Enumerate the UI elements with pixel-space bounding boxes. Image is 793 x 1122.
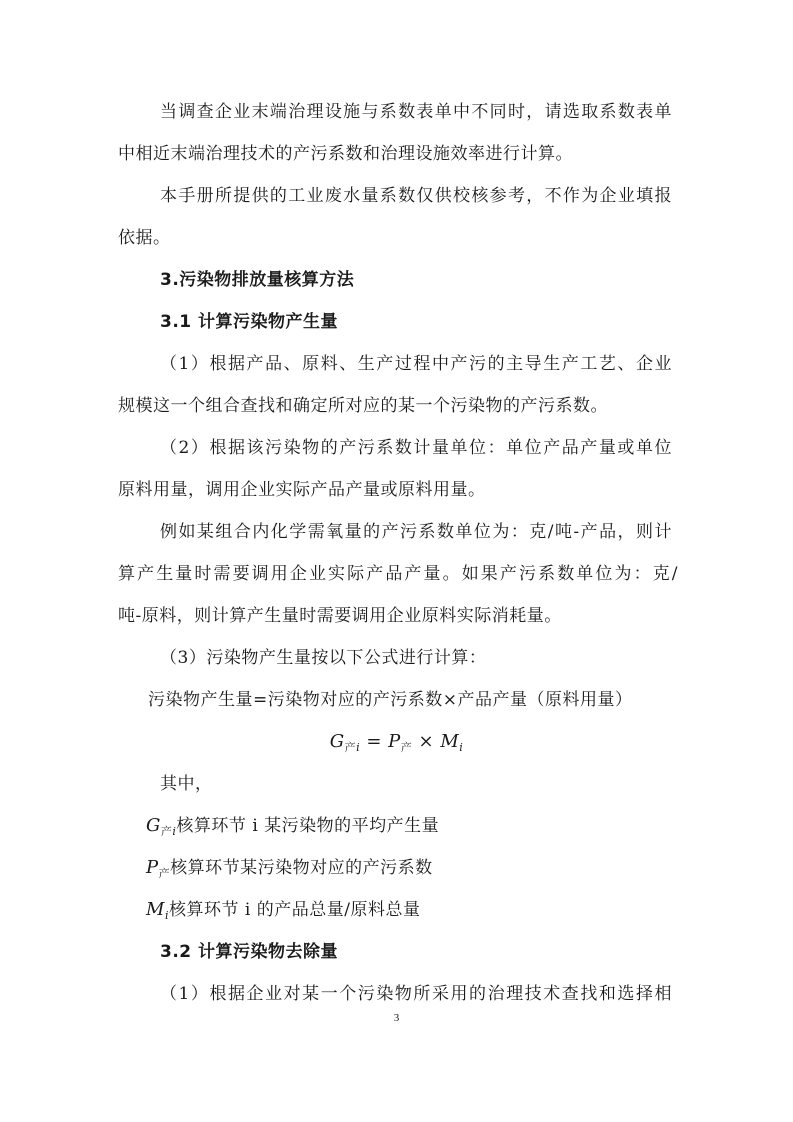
formula-m-subscript: i xyxy=(459,741,464,754)
def-m-text: 核算环节 i 的产品总量/原料总量 xyxy=(168,900,421,920)
def-p-symbol: P xyxy=(146,857,159,878)
formula-equation xyxy=(0,730,793,760)
def-g-text: 核算环节 i 某污染物的平均产生量 xyxy=(176,816,440,836)
example-line-1: 例如某组合内化学需氧量的产污系数单位为：克/吨-产品，则计 xyxy=(160,522,672,542)
formula-equals: = xyxy=(360,731,389,752)
def-g-symbol: G xyxy=(146,815,161,836)
def-m-subscript: i xyxy=(164,909,169,922)
paragraph-1-line-2: 中相近末端治理技术的产污系数和治理设施效率进行计算。 xyxy=(118,144,573,164)
section-heading-3-1: 3.1 计算污染物产生量 xyxy=(160,312,339,332)
paragraph-2-line-2: 依据。 xyxy=(118,228,171,248)
def-g-subscript: 产i xyxy=(160,825,177,838)
step-1-line-2: 规模这一个组合查找和确定所对应的某一个污染物的产污系数。 xyxy=(118,396,608,416)
step-1-line-1: （1）根据产品、原料、生产过程中产污的主导生产工艺、企业 xyxy=(160,354,672,374)
definition-g xyxy=(146,814,706,844)
example-line-2: 算产生量时需要调用企业实际产品产量。如果产污系数单位为：克/ xyxy=(118,564,678,584)
page-number: 3 xyxy=(393,1012,400,1024)
removal-step-1-line-1: （1）根据企业对某一个污染物所采用的治理技术查找和选择相 xyxy=(160,984,672,1004)
def-p-subscript: 产 xyxy=(158,867,171,880)
formula-text: 污染物产生量=污染物对应的产污系数×产品产量（原料用量） xyxy=(148,690,633,710)
definition-p xyxy=(146,856,706,886)
step-2-line-2: 原料用量，调用企业实际产品产量或原料用量。 xyxy=(118,480,486,500)
formula-g-symbol: G xyxy=(329,731,345,752)
paragraph-1-line-1: 当调查企业末端治理设施与系数表单中不同时，请选取系数表单 xyxy=(160,102,672,122)
formula-p-subscript: 产 xyxy=(400,741,413,754)
where-label: 其中， xyxy=(160,774,213,794)
formula-times: × xyxy=(412,731,441,752)
section-heading-3: 3.污染物排放量核算方法 xyxy=(160,270,355,290)
def-m-symbol: M xyxy=(146,899,165,920)
formula-m-symbol: M xyxy=(440,731,460,752)
section-heading-3-2: 3.2 计算污染物去除量 xyxy=(160,942,339,962)
formula-p-symbol: P xyxy=(388,731,401,752)
paragraph-2-line-1: 本手册所提供的工业废水量系数仅供校核参考，不作为企业填报 xyxy=(160,186,672,206)
example-line-3: 吨-原料，则计算产生量时需要调用企业原料实际消耗量。 xyxy=(118,606,562,626)
formula-g-subscript: 产i xyxy=(344,741,361,754)
definition-m xyxy=(146,898,706,928)
def-p-text: 核算环节某污染物对应的产污系数 xyxy=(170,858,433,878)
step-2-line-1: （2）根据该污染物的产污系数计量单位：单位产品产量或单位 xyxy=(160,438,672,458)
step-3-line-1: （3）污染物产生量按以下公式进行计算： xyxy=(160,648,487,668)
